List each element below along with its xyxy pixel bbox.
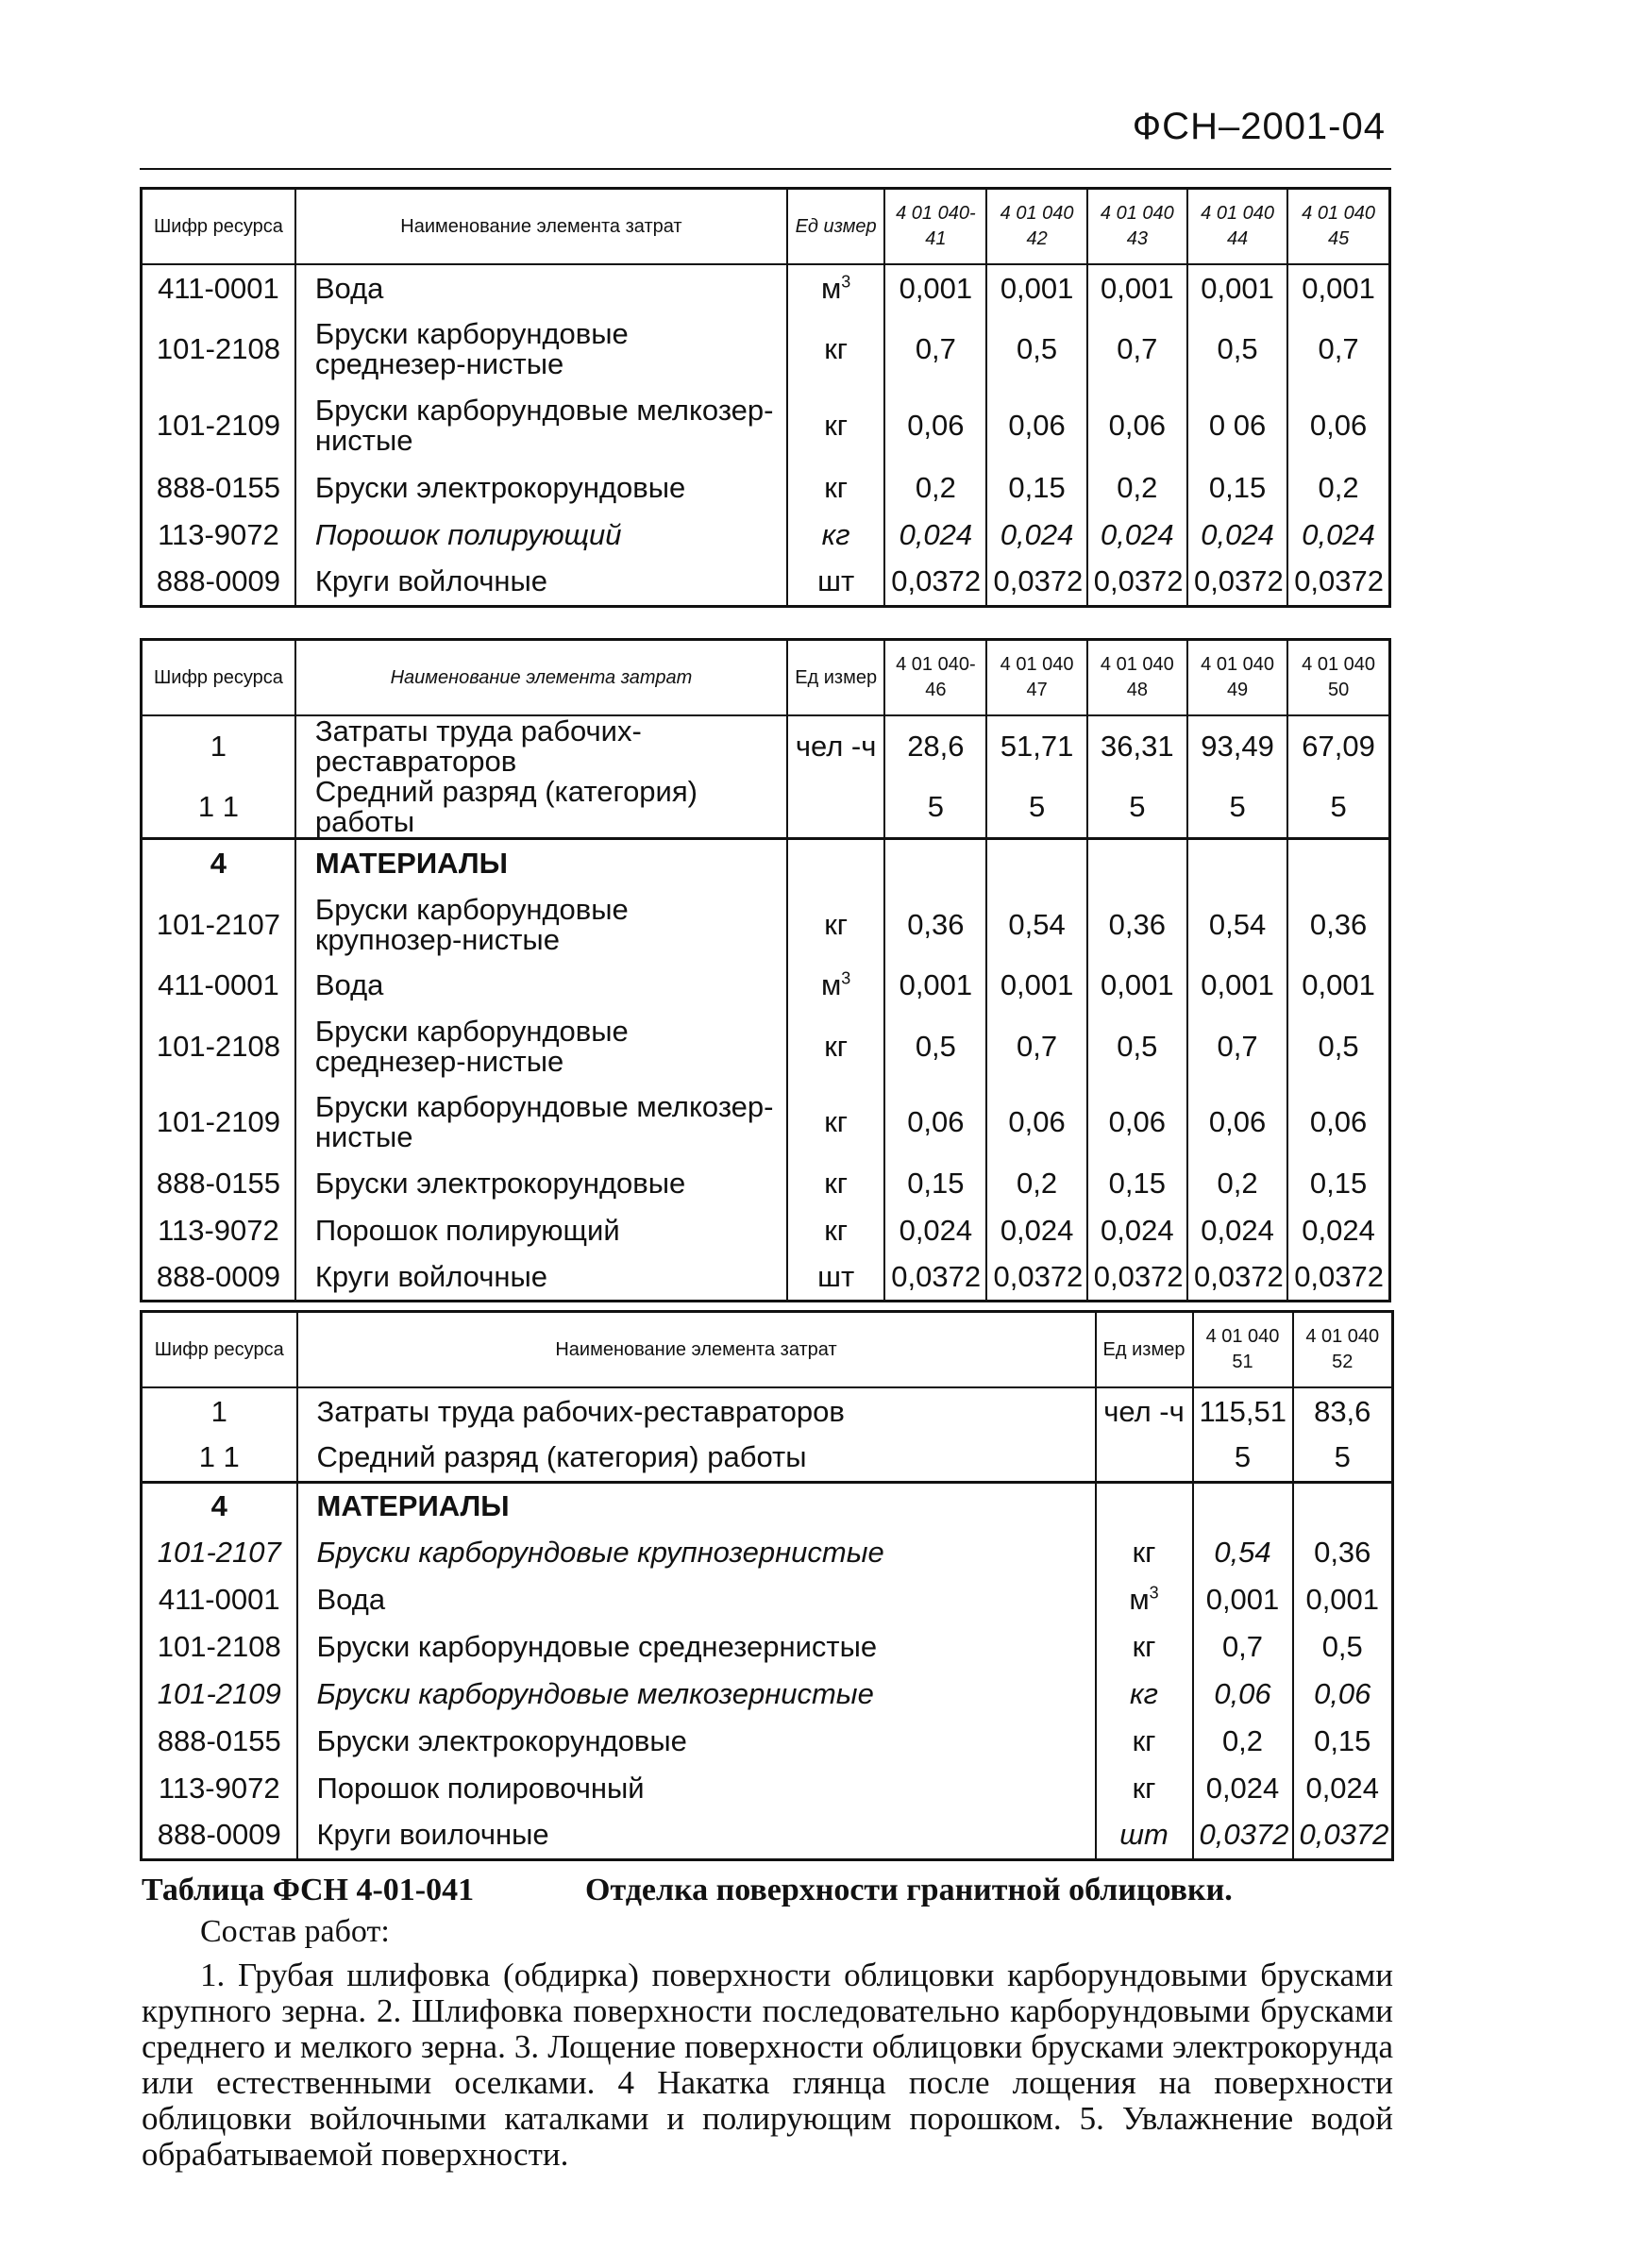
resource-unit: кг <box>787 1207 884 1254</box>
value-cell: 0,024 <box>1193 1765 1293 1812</box>
resource-name: Порошок полирующий <box>295 1207 787 1254</box>
value-cell: 0,0372 <box>1187 1254 1287 1302</box>
resource-code: 888-0009 <box>142 1254 295 1302</box>
resource-unit: кг <box>787 1084 884 1160</box>
value-cell: 0,0372 <box>1293 1812 1393 1859</box>
value-cell: 0,2 <box>986 1160 1086 1207</box>
table-row <box>142 559 1390 606</box>
value-cell: 0,36 <box>1293 1529 1393 1576</box>
value-cell: 0,2 <box>1193 1718 1293 1765</box>
table-row <box>142 1623 1393 1671</box>
resource-name: Затраты труда рабочих-реставраторов <box>295 715 787 777</box>
resource-name: Бруски карборундовые мелкозер-нистые <box>295 387 787 464</box>
value-cell: 0,001 <box>986 264 1086 311</box>
value-cell: 0,06 <box>1287 1084 1389 1160</box>
value-cell: 0,2 <box>884 464 986 512</box>
table-row <box>142 1529 1393 1576</box>
value-cell: 0,2 <box>1187 1160 1287 1207</box>
header-col: 4 01 040 42 <box>986 189 1086 265</box>
value-cell: 0,54 <box>986 888 1086 962</box>
value-cell: 0,15 <box>1187 464 1287 512</box>
value-cell: 0,5 <box>1187 311 1287 387</box>
header-code: Шифр ресурса <box>142 189 295 265</box>
resource-unit: шт <box>787 1254 884 1302</box>
resource-name: Бруски карборундовые мелкозер-нистые <box>295 1084 787 1160</box>
resource-code: 101-2107 <box>142 888 295 962</box>
resource-unit: чел -ч <box>787 715 884 777</box>
resource-name: Бруски карборундовые крупнозернистые <box>297 1529 1096 1576</box>
value-cell: 0,001 <box>1087 264 1187 311</box>
table-row <box>142 962 1390 1009</box>
value-cell: 0,06 <box>986 387 1086 464</box>
resource-code: 113-9072 <box>142 512 295 559</box>
value-cell: 5 <box>986 777 1086 839</box>
value-cell: 36,31 <box>1087 715 1187 777</box>
table-row <box>142 1160 1390 1207</box>
table-id: Таблица ФСН 4-01-041 <box>142 1873 475 1907</box>
materials-label: МАТЕРИАЛЫ <box>295 839 787 888</box>
header-name: Наименование элемента затрат <box>295 640 787 716</box>
resource-name: Вода <box>295 264 787 311</box>
table-header-row <box>142 1312 1393 1388</box>
resource-code: 411-0001 <box>142 264 295 311</box>
resource-name: Средний разряд (категория) работы <box>295 777 787 839</box>
resource-unit: кг <box>1096 1623 1193 1671</box>
value-cell: 0,001 <box>1287 264 1389 311</box>
value-cell: 0,36 <box>884 888 986 962</box>
value-cell: 0,5 <box>884 1009 986 1084</box>
value-cell: 0,024 <box>986 512 1086 559</box>
header-col: 4 01 040-41 <box>884 189 986 265</box>
resource-code: 1 <box>142 715 295 777</box>
materials-label: МАТЕРИАЛЫ <box>297 1482 1096 1529</box>
resource-name: Бруски электрокорундовые <box>297 1718 1096 1765</box>
value-cell: 0,15 <box>884 1160 986 1207</box>
table-row-labor <box>142 777 1390 839</box>
value-cell: 0,06 <box>1087 387 1187 464</box>
header-code: Шифр ресурса <box>142 1312 297 1388</box>
resource-code: 888-0155 <box>142 464 295 512</box>
materials-code: 4 <box>142 839 295 888</box>
table-row-labor <box>142 1387 1393 1435</box>
table-row-labor <box>142 715 1390 777</box>
resource-code: 888-0009 <box>142 559 295 606</box>
value-cell: 0,7 <box>1087 311 1187 387</box>
value-cell: 0,06 <box>1187 1084 1287 1160</box>
value-cell: 0,54 <box>1187 888 1287 962</box>
resource-unit: $м^3$ <box>787 264 884 311</box>
resource-unit: кг <box>787 512 884 559</box>
value-cell: 0,024 <box>1187 512 1287 559</box>
value-cell: 0,5 <box>1293 1623 1393 1671</box>
resource-code: 411-0001 <box>142 1576 297 1623</box>
header-col: 4 01 040 45 <box>1287 189 1389 265</box>
header-col: 4 01 040 49 <box>1187 640 1287 716</box>
value-cell: 0,54 <box>1193 1529 1293 1576</box>
value-cell: 0,7 <box>884 311 986 387</box>
value-cell: 0,7 <box>1287 311 1389 387</box>
resource-name: Бруски карборундовые среднезер-нистые <box>295 1009 787 1084</box>
table-row <box>142 1576 1393 1623</box>
value-cell: 93,49 <box>1187 715 1287 777</box>
value-cell: 0,15 <box>1293 1718 1393 1765</box>
resource-name: Круги войлочные <box>295 1254 787 1302</box>
header-code: Шифр ресурса <box>142 640 295 716</box>
resource-unit: шт <box>787 559 884 606</box>
header-name: Наименование элемента затрат <box>295 189 787 265</box>
resource-code: 101-2109 <box>142 1084 295 1160</box>
table-row <box>142 311 1390 387</box>
table-row <box>142 1812 1393 1859</box>
value-cell: 0,0372 <box>884 1254 986 1302</box>
value-cell: 0,001 <box>1293 1576 1393 1623</box>
header-col: 4 01 040 51 <box>1193 1312 1293 1388</box>
resource-unit: $м^3$ <box>787 962 884 1009</box>
resource-name: Круги войлочные <box>295 559 787 606</box>
value-cell: 0,06 <box>1087 1084 1187 1160</box>
resource-name: Порошок полировочный <box>297 1765 1096 1812</box>
table-row <box>142 264 1390 311</box>
resource-code: 101-2109 <box>142 387 295 464</box>
resource-unit: кг <box>787 888 884 962</box>
value-cell: 0,0372 <box>1087 559 1187 606</box>
resource-code: 101-2109 <box>142 1671 297 1718</box>
resource-unit: кг <box>787 1160 884 1207</box>
resource-code: 113-9072 <box>142 1207 295 1254</box>
page-header: ФСН–2001-04 <box>1132 106 1386 147</box>
resource-name: Бруски карборундовые среднезернистые <box>297 1623 1096 1671</box>
resource-code: 411-0001 <box>142 962 295 1009</box>
table-row <box>142 1207 1390 1254</box>
header-unit: Ед измер <box>787 640 884 716</box>
table-caption <box>142 1873 1397 1908</box>
table-row <box>142 1009 1390 1084</box>
resource-name: Затраты труда рабочих-реставраторов <box>297 1387 1096 1435</box>
resource-name: Круги воилочные <box>297 1812 1096 1859</box>
table-row <box>142 1718 1393 1765</box>
composition-text: 1. Грубая шлифовка (обдирка) поверхности облицовки карборундовыми брусками крупного зерна. 2. Шлифовка поверхности последовательно карборундовыми брусками среднего и мелкого зерна. 3. Лощение поверхности облицовки брусками электрокорунда или естественными оселками. 4 Накатка глянца после лощения на поверхности облицовки войлочными каталками и полирующим порошком. 5. Увлажнение водой обрабатываемой поверхности. <box>142 1957 1393 2173</box>
value-cell: 0,7 <box>986 1009 1086 1084</box>
header-col: 4 01 040 44 <box>1187 189 1287 265</box>
value-cell: 0,001 <box>884 264 986 311</box>
value-cell: 0,001 <box>1087 962 1187 1009</box>
value-cell: 0,15 <box>1287 1160 1389 1207</box>
value-cell: 5 <box>1293 1435 1393 1482</box>
resource-name: Средний разряд (категория) работы <box>297 1435 1096 1482</box>
header-unit: Ед измер <box>1096 1312 1193 1388</box>
value-cell: 0,001 <box>1187 962 1287 1009</box>
table-title: Отделка поверхности гранитной облицовки. <box>585 1873 1233 1907</box>
resource-unit: кг <box>1096 1529 1193 1576</box>
value-cell: 5 <box>1087 777 1187 839</box>
resource-unit: кг <box>787 387 884 464</box>
value-cell: 0,024 <box>1287 512 1389 559</box>
table-row <box>142 1254 1390 1302</box>
value-cell: 0,06 <box>1193 1671 1293 1718</box>
value-cell: 0,001 <box>1187 264 1287 311</box>
value-cell: 0,024 <box>884 1207 986 1254</box>
value-cell: 28,6 <box>884 715 986 777</box>
header-col: 4 01 040-46 <box>884 640 986 716</box>
table-row <box>142 888 1390 962</box>
value-cell: 0,0372 <box>1287 559 1389 606</box>
resource-code: 101-2108 <box>142 1623 297 1671</box>
header-col: 4 01 040 43 <box>1087 189 1187 265</box>
value-cell: 5 <box>884 777 986 839</box>
resource-unit: $м^3$ <box>1096 1576 1193 1623</box>
value-cell: 0,06 <box>884 1084 986 1160</box>
value-cell: 0 06 <box>1187 387 1287 464</box>
resource-name: Вода <box>297 1576 1096 1623</box>
resource-code: 101-2108 <box>142 311 295 387</box>
resource-name: Вода <box>295 962 787 1009</box>
table-row <box>142 1084 1390 1160</box>
value-cell: 67,09 <box>1287 715 1389 777</box>
value-cell: 0,06 <box>1293 1671 1393 1718</box>
value-cell: 0,024 <box>1287 1207 1389 1254</box>
value-cell: 0,0372 <box>1287 1254 1389 1302</box>
value-cell: 0,0372 <box>1187 559 1287 606</box>
resource-unit: кг <box>1096 1718 1193 1765</box>
value-cell: 0,024 <box>884 512 986 559</box>
value-cell: 0,5 <box>1087 1009 1187 1084</box>
value-cell: 0,024 <box>986 1207 1086 1254</box>
header-col: 4 01 040 52 <box>1293 1312 1393 1388</box>
header-unit: Ед измер <box>787 189 884 265</box>
value-cell: 83,6 <box>1293 1387 1393 1435</box>
value-cell: 115,51 <box>1193 1387 1293 1435</box>
value-cell: 5 <box>1187 777 1287 839</box>
resource-name: Бруски карборундовые среднезер-нистые <box>295 311 787 387</box>
table-row <box>142 1671 1393 1718</box>
value-cell: 0,0372 <box>1193 1812 1293 1859</box>
resource-table-3 <box>140 1310 1394 1861</box>
resource-table-1 <box>140 187 1391 608</box>
resource-unit: чел -ч <box>1096 1387 1193 1435</box>
table-row-labor <box>142 1435 1393 1482</box>
header-name: Наименование элемента затрат <box>297 1312 1096 1388</box>
value-cell: 0,024 <box>1087 512 1187 559</box>
resource-name: Бруски карборундовые крупнозер-нистые <box>295 888 787 962</box>
value-cell: 0,7 <box>1187 1009 1287 1084</box>
resource-unit: кг <box>787 311 884 387</box>
value-cell: 0,2 <box>1087 464 1187 512</box>
resource-unit <box>1096 1435 1193 1482</box>
resource-code: 1 <box>142 1387 297 1435</box>
resource-unit: кг <box>787 1009 884 1084</box>
value-cell: 51,71 <box>986 715 1086 777</box>
value-cell: 0,5 <box>986 311 1086 387</box>
resource-unit: кг <box>1096 1765 1193 1812</box>
value-cell: 0,001 <box>1193 1576 1293 1623</box>
resource-unit <box>787 777 884 839</box>
resource-code: 113-9072 <box>142 1765 297 1812</box>
table-row <box>142 387 1390 464</box>
header-rule <box>140 168 1391 170</box>
header-col: 4 01 040 47 <box>986 640 1086 716</box>
value-cell: 0,5 <box>1287 1009 1389 1084</box>
resource-unit: кг <box>1096 1671 1193 1718</box>
materials-code: 4 <box>142 1482 297 1529</box>
resource-code: 888-0009 <box>142 1812 297 1859</box>
resource-name: Бруски электрокорундовые <box>295 1160 787 1207</box>
value-cell: 0,15 <box>1087 1160 1187 1207</box>
value-cell: 5 <box>1287 777 1389 839</box>
resource-code: 1 1 <box>142 1435 297 1482</box>
value-cell: 0,7 <box>1193 1623 1293 1671</box>
value-cell: 0,36 <box>1087 888 1187 962</box>
resource-name: Бруски электрокорундовые <box>295 464 787 512</box>
value-cell: 0,001 <box>1287 962 1389 1009</box>
value-cell: 5 <box>1193 1435 1293 1482</box>
value-cell: 0,0372 <box>884 559 986 606</box>
resource-code: 101-2107 <box>142 1529 297 1576</box>
value-cell: 0,0372 <box>1087 1254 1187 1302</box>
resource-code: 888-0155 <box>142 1160 295 1207</box>
materials-section-row <box>142 1482 1393 1529</box>
resource-name: Бруски карборундовые мелкозернистые <box>297 1671 1096 1718</box>
header-col: 4 01 040 48 <box>1087 640 1187 716</box>
value-cell: 0,001 <box>986 962 1086 1009</box>
value-cell: 0,06 <box>986 1084 1086 1160</box>
resource-code: 888-0155 <box>142 1718 297 1765</box>
value-cell: 0,0372 <box>986 559 1086 606</box>
resource-unit: шт <box>1096 1812 1193 1859</box>
value-cell: 0,024 <box>1187 1207 1287 1254</box>
resource-code: 1 1 <box>142 777 295 839</box>
value-cell: 0,06 <box>884 387 986 464</box>
value-cell: 0,001 <box>884 962 986 1009</box>
materials-section-row <box>142 839 1390 888</box>
composition-heading: Состав работ: <box>200 1914 390 1949</box>
header-col: 4 01 040 50 <box>1287 640 1389 716</box>
resource-name: Порошок полирующий <box>295 512 787 559</box>
value-cell: 0,2 <box>1287 464 1389 512</box>
value-cell: 0,15 <box>986 464 1086 512</box>
value-cell: 0,024 <box>1087 1207 1187 1254</box>
table-row <box>142 1765 1393 1812</box>
resource-unit: кг <box>787 464 884 512</box>
table-header-row <box>142 189 1390 265</box>
resource-table-2 <box>140 638 1391 1302</box>
resource-code: 101-2108 <box>142 1009 295 1084</box>
value-cell: 0,06 <box>1287 387 1389 464</box>
table-header-row <box>142 640 1390 716</box>
value-cell: 0,0372 <box>986 1254 1086 1302</box>
value-cell: 0,36 <box>1287 888 1389 962</box>
table-row <box>142 512 1390 559</box>
table-row <box>142 464 1390 512</box>
value-cell: 0,024 <box>1293 1765 1393 1812</box>
